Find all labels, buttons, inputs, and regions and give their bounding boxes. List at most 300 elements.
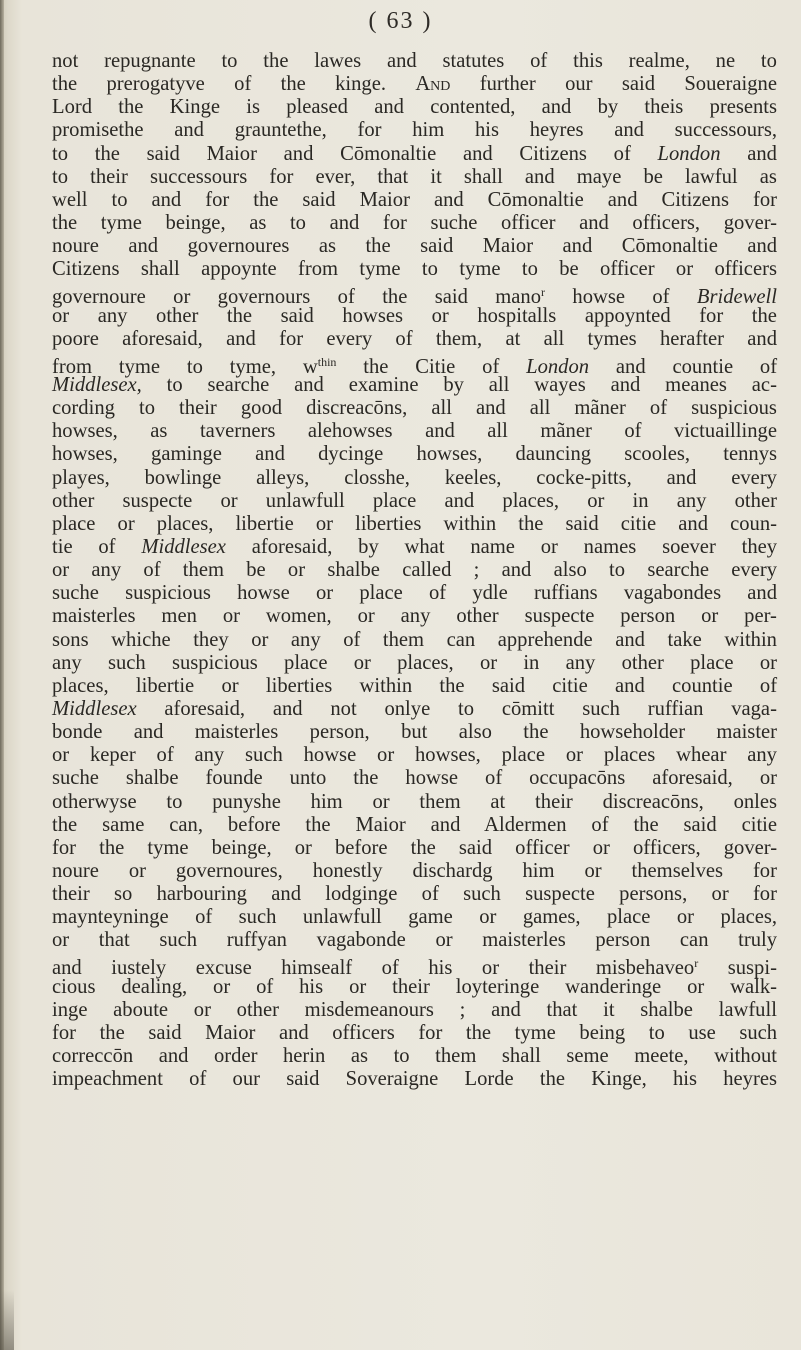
text-run: dischardg	[412, 859, 493, 882]
text-run: ac-	[751, 373, 777, 396]
text-run: the	[52, 73, 78, 96]
text-run: aforesaid,	[164, 697, 246, 720]
text-run: suche	[52, 767, 99, 790]
text-run: ne	[715, 50, 736, 72]
text-run: the	[52, 813, 78, 836]
text-run: by	[597, 96, 619, 119]
text-run: of	[343, 628, 361, 651]
text-run: such	[739, 1021, 778, 1044]
text-run: mano	[495, 286, 542, 309]
text-run: at	[505, 327, 521, 350]
text-run: howseholder	[579, 721, 686, 744]
text-run: every	[731, 559, 778, 582]
text-run: the	[633, 813, 659, 836]
body-text	[52, 50, 777, 1091]
text-run: place	[501, 744, 546, 767]
text-run: or	[349, 975, 367, 998]
text-run: unto	[289, 767, 327, 790]
text-run: beinge,	[165, 211, 226, 234]
text-run: poore	[52, 327, 99, 350]
text-run: or	[213, 975, 231, 998]
text-run: the	[280, 73, 306, 96]
text-run: herafter	[659, 327, 724, 350]
text-run: meanes	[665, 373, 727, 396]
text-run: promisethe	[52, 119, 144, 142]
text-run: wanderinge	[565, 975, 662, 998]
text-run: places,	[720, 906, 778, 929]
text-run: suspicious	[171, 651, 258, 674]
text-run: the	[99, 1021, 125, 1044]
text-run: lawfull	[718, 998, 777, 1021]
text-run: contented,	[430, 96, 516, 119]
text-run: and	[491, 998, 521, 1021]
text-run: Cōmonaltie	[340, 142, 437, 165]
text-run: their	[52, 883, 90, 906]
text-line	[52, 1022, 777, 1045]
text-run: truly	[738, 929, 778, 952]
text-run: for	[418, 1021, 443, 1044]
text-run: mãner	[574, 397, 626, 420]
text-line	[52, 605, 777, 628]
text-run: place	[52, 512, 96, 535]
text-run: all	[488, 373, 510, 396]
text-run: countie	[672, 674, 733, 697]
text-run: to	[760, 50, 777, 72]
text-run: or	[540, 535, 558, 558]
text-run: any	[97, 304, 128, 327]
text-run: of	[613, 142, 631, 165]
text-run: them,	[435, 327, 483, 350]
text-run: it	[603, 998, 615, 1021]
text-run: and	[462, 142, 493, 165]
text-run: they	[741, 535, 778, 558]
text-run: repugnante	[104, 50, 196, 72]
text-line	[52, 328, 777, 351]
text-run: or	[687, 975, 705, 998]
text-run: of	[189, 1068, 207, 1091]
text-run: occupacōns	[529, 767, 626, 790]
text-run: officer	[515, 836, 570, 859]
page-number: ( 63 )	[368, 8, 433, 34]
text-run: said	[148, 1021, 182, 1044]
text-run: tyme	[459, 258, 501, 281]
text-run: gover-	[723, 836, 778, 859]
text-run: within	[724, 628, 777, 651]
text-run: and	[272, 697, 303, 720]
text-run: suche	[430, 211, 478, 234]
text-run: place	[359, 582, 403, 605]
text-run: governoures	[187, 235, 290, 258]
text-run: and	[430, 813, 461, 836]
text-run: of	[530, 50, 548, 72]
text-run: realme,	[628, 50, 690, 72]
text-run: libertie	[235, 512, 294, 535]
text-run: and	[151, 188, 182, 211]
text-run: to	[186, 355, 203, 378]
text-run: any	[565, 651, 596, 674]
text-run: and	[374, 96, 404, 119]
text-run: wayes	[534, 373, 586, 396]
text-run: for	[699, 304, 724, 327]
text-run: tie	[52, 535, 73, 558]
text-run: or	[675, 258, 694, 281]
text-run: his	[672, 1068, 698, 1091]
text-line	[52, 166, 777, 189]
text-run: the	[518, 512, 544, 535]
text-run: and	[607, 188, 638, 211]
text-run: and	[610, 373, 641, 396]
text-run: r	[541, 285, 546, 300]
text-run: can,	[169, 813, 204, 836]
text-run: said	[491, 674, 526, 697]
text-line	[52, 143, 777, 166]
text-run: maisterles	[52, 605, 136, 628]
text-run: the	[363, 355, 389, 378]
text-run: keeles,	[444, 466, 502, 489]
text-run: any	[747, 744, 777, 767]
text-run: aboute	[113, 998, 169, 1021]
text-run: or	[52, 744, 70, 767]
text-run: their	[90, 165, 128, 188]
text-run: of	[649, 397, 668, 420]
text-run: can	[679, 929, 709, 952]
text-run: citie	[741, 813, 778, 836]
text-run: him	[522, 859, 555, 882]
text-run: successours,	[674, 119, 778, 142]
text-run: and	[294, 373, 324, 396]
text-run: liberties	[355, 512, 422, 535]
text-run: be	[246, 559, 266, 582]
text-run: shalbe	[327, 559, 380, 582]
text-run: any	[91, 559, 122, 582]
text-run: the	[382, 286, 408, 309]
text-run: And	[415, 73, 451, 96]
text-run: called	[402, 559, 452, 582]
text-run: scooles,	[624, 443, 691, 466]
text-run: London	[526, 355, 590, 378]
text-run: our	[232, 1068, 260, 1091]
text-run: and	[541, 96, 572, 119]
text-run: or	[592, 836, 610, 859]
text-run: and	[425, 420, 455, 443]
text-line	[52, 883, 777, 906]
text-run: to	[421, 258, 438, 281]
text-run: searche	[207, 373, 270, 396]
text-run: or	[52, 304, 70, 327]
text-run: and	[278, 1021, 309, 1044]
text-run: of	[195, 906, 213, 929]
text-run: onlye	[384, 697, 431, 720]
text-run: for	[357, 119, 382, 142]
text-run: shalbe	[640, 998, 693, 1021]
text-run: as	[350, 1045, 369, 1068]
text-run: themselves	[631, 859, 724, 882]
text-run: such	[245, 744, 283, 767]
text-run: or	[701, 605, 719, 628]
text-run: howses,	[416, 443, 483, 466]
text-line	[52, 698, 777, 721]
text-run: also	[458, 721, 492, 744]
text-run: and	[329, 211, 360, 234]
text-run: as	[150, 420, 168, 443]
text-run: to	[221, 50, 238, 72]
text-line	[52, 536, 777, 559]
text-run: them	[182, 559, 224, 582]
text-run: tennys	[723, 443, 778, 466]
text-run: or	[315, 582, 334, 605]
text-run: noure	[52, 859, 99, 882]
text-run: howses	[342, 304, 404, 327]
text-run: maisterles	[194, 721, 279, 744]
text-run: name	[470, 535, 515, 558]
text-run: walk-	[730, 975, 778, 998]
text-run: mãner	[540, 420, 592, 443]
text-run: at	[490, 790, 506, 813]
text-run: from	[297, 258, 339, 281]
text-run: and	[433, 188, 464, 211]
text-run: officers,	[632, 211, 701, 234]
text-run: Citizens	[661, 188, 729, 211]
text-run: and	[747, 235, 778, 258]
text-run: of	[337, 286, 355, 309]
text-run: game	[408, 906, 453, 929]
text-run: of	[256, 975, 274, 998]
text-run: vaga-	[731, 697, 777, 720]
text-run: to	[52, 165, 69, 188]
text-run: or	[377, 744, 395, 767]
text-run: shall	[140, 258, 180, 281]
text-run: howses,	[415, 744, 481, 767]
text-run: ydle	[472, 582, 508, 605]
text-run: cording	[52, 397, 115, 420]
text-run: howses,	[52, 420, 118, 443]
text-run: and	[614, 119, 644, 142]
text-run: noure	[52, 235, 99, 258]
text-line	[52, 814, 777, 837]
text-run: places,	[502, 489, 560, 512]
text-run: and	[678, 512, 709, 535]
text-run: suspecte	[525, 883, 595, 906]
text-run: cocke-pitts,	[536, 466, 632, 489]
text-run: and	[747, 142, 777, 165]
text-run: and	[255, 443, 285, 466]
page-corner-shadow	[0, 1290, 14, 1350]
text-run: or	[52, 929, 70, 952]
text-run: men	[161, 605, 197, 628]
text-run: suspecte	[524, 605, 595, 628]
text-line	[52, 767, 777, 790]
text-run: howse	[572, 286, 626, 309]
text-run: ruffian	[647, 697, 704, 720]
text-run: or	[287, 559, 306, 582]
text-line	[52, 952, 777, 980]
text-run: apprehende	[497, 628, 593, 651]
text-run: alehowses	[307, 420, 393, 443]
text-run: further	[479, 73, 536, 96]
text-run: other	[236, 998, 279, 1021]
text-run: every	[731, 466, 777, 489]
text-run: the	[539, 1068, 566, 1091]
text-line	[52, 235, 777, 258]
text-run: persons,	[619, 883, 688, 906]
text-line	[52, 189, 777, 212]
text-run: said	[458, 836, 493, 859]
text-run: discreacōns,	[602, 790, 704, 813]
text-run: of	[428, 582, 447, 605]
text-run: or	[315, 512, 334, 535]
text-run: London	[657, 142, 721, 165]
text-run: to	[111, 188, 128, 211]
text-run: being	[579, 1021, 626, 1044]
text-run: before	[227, 813, 281, 836]
text-run: but	[401, 721, 428, 744]
text-run: and	[615, 628, 645, 651]
text-run: Kinge	[169, 96, 220, 119]
text-run: the	[751, 304, 777, 327]
text-run: person	[620, 605, 676, 628]
text-run: maye	[576, 165, 622, 188]
text-line	[52, 744, 777, 767]
text-run: ever,	[315, 165, 356, 188]
text-run: take	[667, 628, 702, 651]
text-run: liberties	[265, 674, 333, 697]
text-run: onles	[733, 790, 778, 813]
text-run: for	[52, 1021, 77, 1044]
text-run: or	[565, 744, 584, 767]
text-line	[52, 212, 777, 235]
text-run: games,	[522, 906, 581, 929]
text-run: they	[193, 628, 229, 651]
text-run: that	[98, 929, 130, 952]
text-run: for	[52, 836, 77, 859]
text-run: statutes	[442, 50, 505, 72]
text-run: Soueraigne	[684, 73, 777, 96]
text-run: Middlesex,	[52, 373, 142, 396]
text-run: soever	[662, 535, 716, 558]
text-run: the	[305, 813, 331, 836]
text-run: prerogatyve	[106, 73, 205, 96]
text-run: and	[615, 674, 645, 697]
text-run: such	[107, 651, 146, 674]
text-run: not	[330, 697, 357, 720]
text-run: or	[353, 651, 371, 674]
text-run: tyme,	[229, 355, 277, 378]
text-run: or	[711, 883, 729, 906]
text-run: the	[253, 188, 279, 211]
text-run: good	[240, 397, 283, 420]
text-run: as	[759, 165, 777, 188]
text-run: person	[595, 929, 651, 952]
text-run: of	[156, 744, 174, 767]
text-run: it	[430, 165, 442, 188]
text-run: to	[521, 258, 538, 281]
text-run: Lorde	[464, 1068, 514, 1091]
text-run: for	[753, 188, 778, 211]
text-run: the	[365, 235, 391, 258]
text-run: pleased	[286, 96, 348, 119]
text-run: honestly	[312, 859, 383, 882]
text-run: playes,	[52, 466, 110, 489]
text-run: Citie	[415, 355, 456, 378]
text-run: howses,	[52, 443, 118, 466]
text-run: places,	[156, 512, 214, 535]
text-run: herin	[283, 1045, 326, 1068]
text-run: use	[688, 1021, 716, 1044]
text-run: Maior	[355, 813, 406, 836]
text-run: and	[283, 142, 314, 165]
text-run: to	[289, 211, 306, 234]
text-run: Kinge,	[591, 1068, 647, 1091]
text-run: all	[487, 420, 508, 443]
text-run: howse	[303, 744, 357, 767]
text-run: names	[583, 535, 637, 558]
text-run: theis	[644, 96, 684, 119]
text-run: cōmitt	[501, 697, 555, 720]
text-run: as	[249, 211, 267, 234]
text-run: said	[434, 286, 468, 309]
text-run: of	[482, 355, 500, 378]
text-run: the	[410, 836, 436, 859]
text-run: or	[294, 836, 312, 859]
text-run: Soveraigne	[345, 1068, 439, 1091]
text-run: and	[615, 355, 646, 378]
text-run: places,	[397, 651, 454, 674]
text-line	[52, 860, 777, 883]
text-run: be	[643, 165, 663, 188]
text-run: their	[392, 975, 430, 998]
text-run: Maior	[206, 142, 257, 165]
text-run: officer	[600, 258, 655, 281]
text-run: such	[463, 883, 501, 906]
text-run: lawes	[314, 50, 362, 72]
text-run: Citizens	[52, 258, 120, 281]
text-run: and	[475, 397, 506, 420]
text-line	[52, 721, 777, 744]
text-run: any	[290, 628, 321, 651]
text-run: their	[528, 957, 567, 980]
text-line	[52, 258, 777, 281]
text-run: of	[395, 327, 413, 350]
text-run: governours	[217, 286, 311, 309]
text-line	[52, 96, 777, 119]
text-line	[52, 976, 777, 999]
text-line	[52, 119, 777, 142]
text-run: said	[302, 188, 336, 211]
text-line	[52, 675, 777, 698]
text-run: Maior	[205, 1021, 256, 1044]
text-run: dycinge	[318, 443, 384, 466]
text-run: other	[456, 605, 499, 628]
text-line	[52, 50, 777, 73]
text-run: of	[381, 957, 399, 980]
text-run: or	[220, 489, 238, 512]
text-run: every	[326, 327, 373, 350]
text-run: not	[52, 50, 79, 72]
text-run: and	[747, 327, 777, 350]
text-run: howse	[405, 767, 459, 790]
text-run: his	[428, 957, 453, 980]
text-run: said	[420, 235, 454, 258]
text-run: their	[179, 397, 217, 420]
text-run: and	[158, 1045, 189, 1068]
text-run: can	[446, 628, 476, 651]
text-run: and	[444, 489, 475, 512]
text-run: or	[479, 906, 497, 929]
text-run: cious	[52, 975, 96, 998]
text-run: governoure	[52, 286, 146, 309]
text-run: citie	[620, 512, 657, 535]
text-run: other	[156, 304, 199, 327]
